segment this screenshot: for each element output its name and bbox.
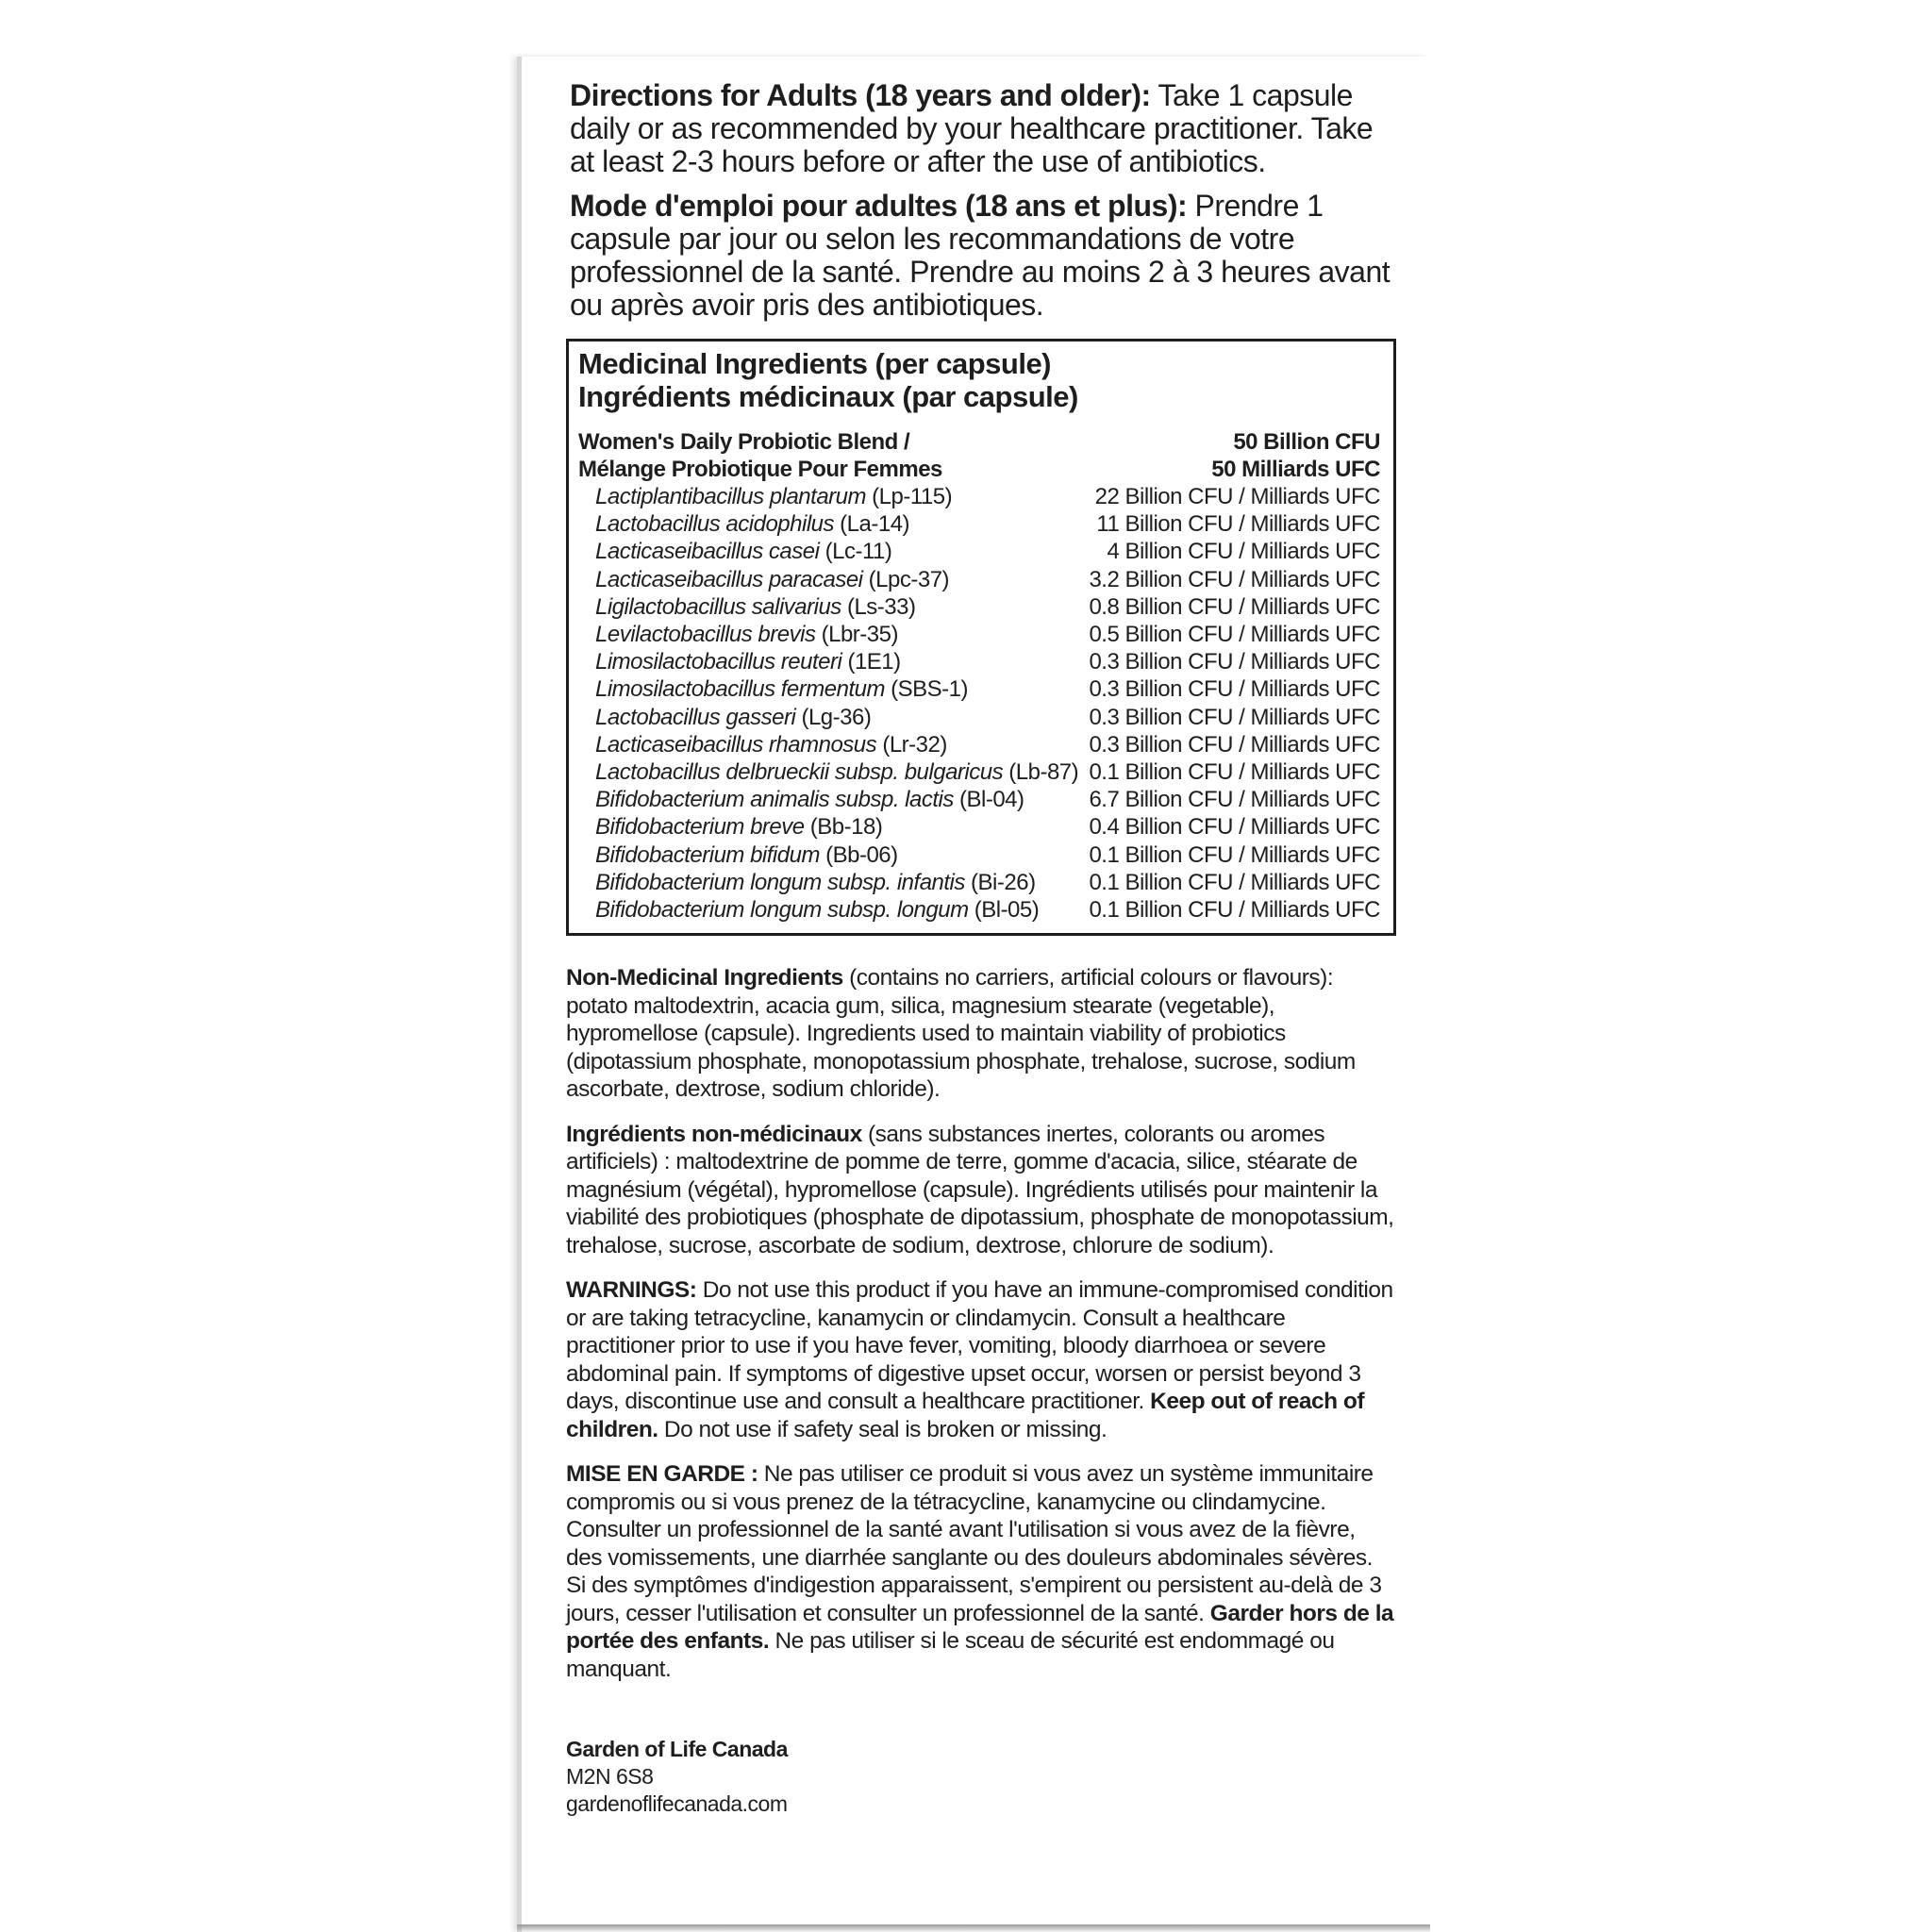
ingredient-name — [595, 675, 968, 703]
blend-amount-fr: 50 Milliards UFC — [1211, 457, 1380, 482]
ingredient-amount: 0.5 Billion CFU / Milliards UFC — [1089, 622, 1380, 648]
warnings-en-bold: Keep out of reach of children. — [566, 1389, 1365, 1442]
warnings-fr-label: MISE EN GARDE : — [566, 1461, 758, 1488]
ingredient-species: Lacticaseibacillus paracasei — [595, 566, 863, 592]
ingredient-species: Bifidobacterium breve — [595, 814, 805, 841]
warnings-en-text: Do not use this product if you have an immune-compromised condition or are taking tetracycline, kanamycin or clindamycin. Consult a healthcare practitioner prior to use if you have fever, vomiting, bloody diarrhoea or severe abdominal pain. If symptoms of digestive upset occur, worsen or persist beyond 3 days, discontinue use and consult a healthcare practitioner. — [566, 1277, 1393, 1415]
ingredient-row — [578, 813, 1380, 841]
medicinal-ingredients-box — [566, 339, 1396, 936]
non-medicinal-fr-text: (sans substances inertes, colorants ou aromes artificiels) : maltodextrine de pomme de terre, gomme d'acacia, silice, stéarate de magnésium (végétal), hypromellose (capsule). Ingrédients utilisés pour maintenir la viabilité des probiotiques (phosphate de dipotassium, phosphate de monopotassium, trehalose, sucrose, ascorbate de sodium, dextrose, chlorure de sodium). — [566, 1121, 1394, 1258]
ingredient-amount: 0.3 Billion CFU / Milliards UFC — [1089, 704, 1380, 730]
ingredient-name — [595, 621, 898, 648]
ingredient-amount: 0.1 Billion CFU / Milliards UFC — [1089, 897, 1380, 924]
ingredient-row — [578, 841, 1380, 869]
warnings-en-tail: Do not use if safety seal is broken or missing. — [658, 1416, 1108, 1442]
ingredient-species: Lactiplantibacillus plantarum — [595, 484, 866, 509]
ingredient-name — [595, 704, 871, 731]
ingredient-strain: (Lb-87) — [1003, 759, 1079, 786]
non-medicinal-fr-label: Ingrédients non-médicinaux — [566, 1121, 862, 1147]
warnings-en-label: WARNINGS: — [566, 1277, 697, 1304]
ingredient-name — [595, 869, 1036, 896]
directions-en-text: Take 1 capsule daily or as recommended by your healthcare practitioner. Take at least 2-3 hours before or after the use of antibiotics. — [570, 78, 1374, 178]
warnings-en — [566, 1276, 1396, 1443]
ingredient-name — [595, 483, 952, 510]
ingredient-amount: 0.1 Billion CFU / Milliards UFC — [1089, 869, 1380, 895]
ingredient-species: Bifidobacterium animalis subsp. lactis — [595, 787, 954, 813]
ingredient-row — [578, 786, 1380, 813]
blend-name-en: Women's Daily Probiotic Blend / — [578, 429, 910, 455]
ingredient-row — [578, 593, 1380, 621]
blend-name-fr: Mélange Probiotique Pour Femmes — [578, 457, 942, 482]
ingredient-row — [578, 648, 1380, 675]
ingredient-strain: (Lbr-35) — [815, 622, 898, 648]
ingredient-species: Lactobacillus acidophilus — [595, 511, 834, 538]
ingredient-name — [595, 566, 949, 593]
ingredient-amount: 4 Billion CFU / Milliards UFC — [1107, 539, 1380, 565]
ingredient-row — [578, 731, 1380, 758]
ingredient-row — [578, 704, 1380, 731]
ingredient-name — [595, 758, 1078, 786]
ingredient-name — [595, 510, 909, 538]
ingredient-row — [578, 538, 1380, 565]
ingredient-strain: (Lr-32) — [876, 731, 947, 758]
ingredient-strain: (Lp-115) — [866, 484, 953, 509]
ingredient-name — [595, 538, 891, 565]
warnings-fr-tail: Ne pas utiliser si le sceau de sécurité est endommagé ou manquant. — [566, 1628, 1335, 1682]
ingredient-name — [595, 593, 915, 621]
medicinal-title-en: Medicinal Ingredients (per capsule) — [578, 347, 1052, 380]
ingredient-species: Ligilactobacillus salivarius — [595, 593, 841, 620]
directions-fr-text: Prendre 1 capsule par jour ou selon les recommandations de votre professionnel de la santé. Prendre au moins 2 à 3 heures avant ou après avoir pris des antibiotiques. — [570, 189, 1391, 322]
ingredient-row — [578, 896, 1380, 924]
ingredient-amount: 11 Billion CFU / Milliards UFC — [1096, 511, 1380, 538]
ingredient-strain: (Bb-06) — [819, 841, 898, 868]
company-website: gardenoflifecanada.com — [566, 1791, 788, 1817]
non-medicinal-fr — [566, 1121, 1396, 1260]
ingredient-amount: 22 Billion CFU / Milliards UFC — [1094, 484, 1380, 509]
ingredient-strain: (SBS-1) — [884, 676, 968, 703]
ingredient-species: Lactobacillus delbrueckii subsp. bulgaricus — [595, 759, 1004, 786]
ingredient-name — [595, 896, 1039, 924]
ingredient-name — [595, 648, 901, 675]
ingredient-amount: 0.1 Billion CFU / Milliards UFC — [1089, 841, 1380, 868]
ingredient-species: Bifidobacterium bifidum — [595, 841, 820, 868]
ingredient-species: Lacticaseibacillus casei — [595, 539, 820, 565]
directions-fr — [570, 190, 1396, 322]
blend-amount-en: 50 Billion CFU — [1233, 429, 1380, 455]
company-name: Garden of Life Canada — [566, 1737, 788, 1762]
blend-header — [578, 428, 1380, 483]
ingredient-list — [578, 483, 1380, 924]
company-postal-code: M2N 6S8 — [566, 1764, 654, 1790]
non-medicinal-en-label: Non-Medicinal Ingredients — [566, 965, 843, 991]
ingredient-amount: 0.3 Billion CFU / Milliards UFC — [1089, 649, 1380, 675]
ingredient-species: Limosilactobacillus fermentum — [595, 676, 885, 703]
ingredient-species: Lactobacillus gasseri — [595, 704, 796, 730]
ingredient-species: Bifidobacterium longum subsp. longum — [595, 897, 969, 924]
ingredient-strain: (Bb-18) — [804, 814, 883, 841]
ingredient-amount: 0.4 Billion CFU / Milliards UFC — [1089, 814, 1380, 841]
ingredient-strain: (Bl-04) — [953, 787, 1024, 813]
ingredient-amount: 0.3 Billion CFU / Milliards UFC — [1089, 731, 1380, 758]
warnings-fr — [566, 1460, 1396, 1683]
ingredient-name — [595, 813, 882, 841]
ingredient-row — [578, 621, 1380, 648]
ingredient-strain: (Bl-05) — [968, 897, 1040, 924]
directions-fr-label: Mode d'emploi pour adultes (18 ans et plus): — [570, 189, 1188, 223]
ingredient-name — [595, 786, 1024, 813]
ingredient-amount: 0.8 Billion CFU / Milliards UFC — [1089, 593, 1380, 620]
ingredient-row — [578, 758, 1380, 786]
ingredient-strain: (Ls-33) — [841, 593, 916, 620]
ingredient-species: Lacticaseibacillus rhamnosus — [595, 731, 877, 758]
warnings-fr-bold: Garder hors de la portée des enfants. — [566, 1600, 1394, 1655]
ingredient-amount: 3.2 Billion CFU / Milliards UFC — [1089, 566, 1380, 592]
ingredient-row — [578, 869, 1380, 896]
ingredient-row — [578, 483, 1380, 510]
ingredient-strain: (Lc-11) — [819, 539, 892, 565]
ingredient-row — [578, 566, 1380, 593]
ingredient-species: Levilactobacillus brevis — [595, 622, 816, 648]
ingredient-strain: (1E1) — [841, 649, 901, 675]
ingredient-row — [578, 510, 1380, 538]
non-medicinal-en — [566, 964, 1396, 1104]
ingredient-strain: (Lg-36) — [795, 704, 872, 730]
ingredient-species: Bifidobacterium longum subsp. infantis — [595, 869, 965, 895]
ingredient-amount: 0.1 Billion CFU / Milliards UFC — [1089, 759, 1380, 786]
non-medicinal-en-text: (contains no carriers, artificial colours or flavours): potato maltodextrin, acacia gum, silica, magnesium stearate (vegetable), hypromellose (capsule). Ingredients used to maintain viability of probiotics (dipotassium phosphate, monopotassium phosphate, trehalose, sucrose, sodium ascorbate, dextrose, sodium chloride). — [566, 965, 1356, 1103]
panel-shadow — [517, 1924, 1430, 1932]
ingredient-row — [578, 675, 1380, 703]
ingredient-amount: 0.3 Billion CFU / Milliards UFC — [1089, 676, 1380, 703]
ingredient-strain: (Lpc-37) — [862, 566, 950, 592]
ingredient-species: Limosilactobacillus reuteri — [595, 649, 842, 675]
directions-en — [570, 79, 1396, 178]
company-info — [566, 1736, 1396, 1818]
ingredient-strain: (La-14) — [834, 511, 910, 538]
label-content — [566, 79, 1396, 1818]
medicinal-title-fr: Ingrédients médicinaux (par capsule) — [578, 380, 1078, 413]
ingredient-strain: (Bi-26) — [964, 869, 1036, 895]
directions-en-label: Directions for Adults (18 years and older): — [570, 78, 1151, 112]
ingredient-amount: 6.7 Billion CFU / Milliards UFC — [1089, 787, 1380, 813]
ingredient-name — [595, 731, 947, 758]
ingredient-name — [595, 841, 898, 869]
warnings-fr-text: Ne pas utiliser ce produit si vous avez un système immunitaire compromis ou si vous prenez de la tétracycline, kanamycine ou clindamycine. Consulter un professionnel de la santé avant l'utilisation si vous avez de la fièvre, des vomissements, une diarrhée sanglante ou des douleurs abdominales sévères. Si des symptômes d'indigestion apparaissent, s'empirent ou persistent au-delà de 3 jours, cesser l'utilisation et consulter un professionnel de la santé. — [566, 1461, 1382, 1626]
